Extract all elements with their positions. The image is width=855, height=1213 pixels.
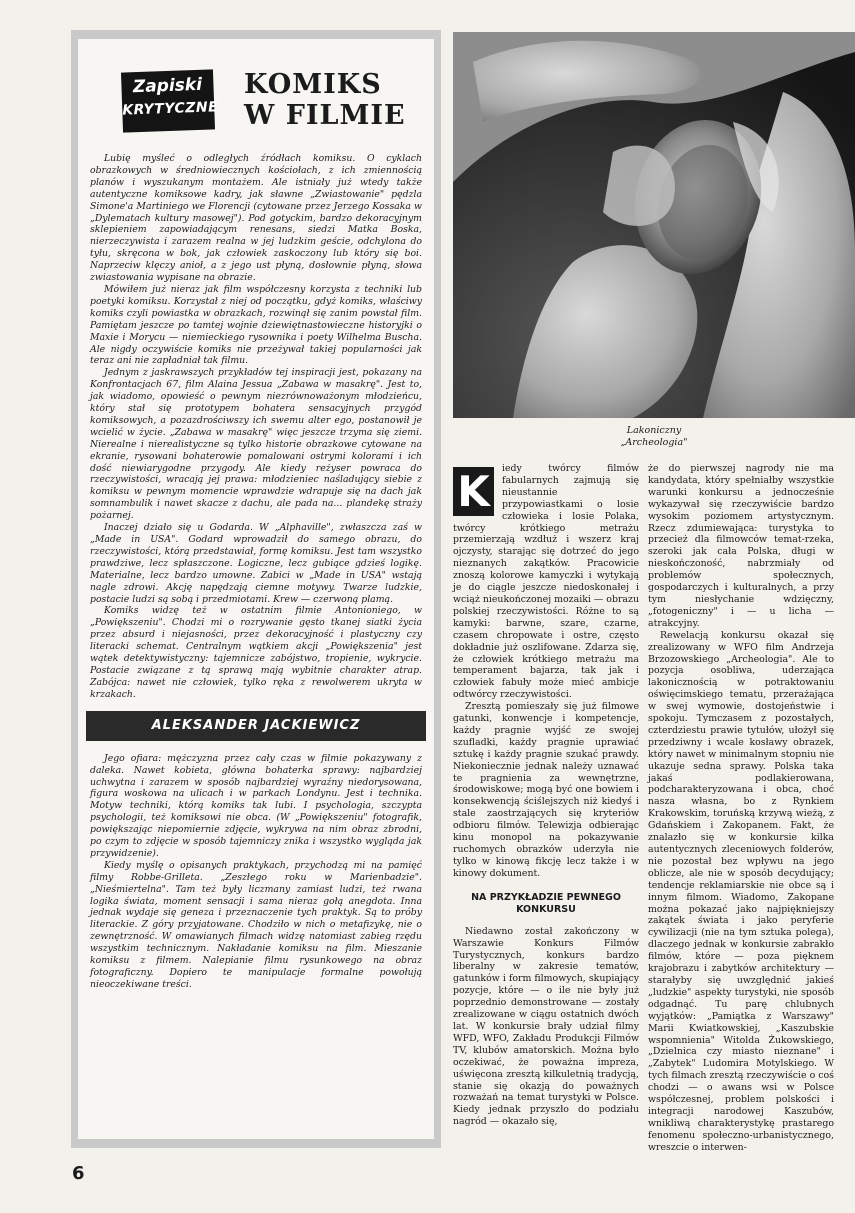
article-column-2 (648, 463, 834, 1154)
body-paragraph: Zresztą pomieszały się już filmowe gatunki, konwencje i kompetencje, każdy pragnie wyjść ze swojej szufladki, każdy pragnie uprawiać sztukę i każdy pragnie szukać prawdy. Niekoniecznie jednak należy uznawać te pragnienia za wewnętrzne, środowiskowe; mogą być one bowiem i konsekwencją ściślejszych niż kiedyś i stale zaostrzających się kryteriów odbioru filmów. Telewizja odbierając kinu monopol na pokazywanie ruchomych obrazków uderzyła nie tylko w kinową fikcję lecz także i w kinowy dokument. (453, 701, 639, 879)
essay-body (90, 153, 422, 991)
rubric-label (121, 69, 219, 132)
body-paragraph: Rewelacją konkursu okazał się zrealizowany w WFO film Andrzeja Brzozowskiego „Archeologia". Ale to pozycja osobliwa, uderzająca lakonicznością w potraktowaniu oświęcimskiego tematu, przerażająca w swej wymowie, dostojeństwie i spokoju. Tymczasem z pozostałych, czterdziestu prawie tytułów, ułożył się przedziwny i wcale kosławy obrazek, który nawet w minimalnym stopniu nie ukazuje sedna sprawy. Polska taka jakaś podlakierowana, podcharakteryzowana i obca, choć nasza własna, bo z Rynkiem Krakowskim, toruńską krzywą wieżą, z Gdańskiem i Zakopanem. Fakt, że znalazło się w konkursie kilka autentycznych zleceniowych folderów, nie pozostał bez wpływu na jego oblicze, ale nie w sposób decydujący; tendencje reklamiarskie nie obce są i innym filmom. Wiadomo, Zakopane można pokazać jako najpiękniejszy zakątek świata i jako peryferie cywilizacji (nie na tym sztuka polega), dlaczego jednak w konkursie zabrakło filmów, które — poza pięknem krajobrazu i zabytków architektury — starałyby się uwzględnić jakieś „ludzkie" aspekty turystyki, nie sposób odgadnąć. Tu parę chlubnych wyjątków: „Pamiątka z Warszawy" Marii Kwiatkowskiej, „Kaszubskie wspomnienia" Witolda Żukowskiego, „Dzielnica czy miasto nieznane" i „Zabytek" Ludomira Motylskiego. W tych filmach zresztą rzeczywiście o coś chodzi — o awans wsi w Polsce współczesnej, problem polskości i integracji narodowej Kaszubów, wnikliwą charakterystykę prastarego fenomenu społeczno-urbanistycznego, wreszcie o interwen- (648, 629, 834, 1153)
drop-cap: K (453, 467, 494, 516)
article-column-1 (453, 463, 639, 1128)
title-line-1: KOMIKS (244, 69, 382, 100)
essay-paragraph: Inaczej działo się u Godarda. W „Alphaville", zwłaszcza zaś w „Made in USA". Godard wprowadził do samego obrazu, do rzeczywistości, którą przedstawiał, formę komiksu. Jest tam wszystko prawdziwe, lecz spłaszczone. Logiczne, lecz gubiące gdzieś logikę. Materialne, lecz bardzo umowne. Zabici w „Made in USA" wstają nagle zdrowi. Akcję napędzają ciemne motywy. Twarze ludzkie, postacie ludzi są sobą i przedmiotami. Krew — czerwoną plamą. (90, 522, 422, 605)
author-byline: ALEKSANDER JACKIEWICZ (86, 711, 426, 741)
hand-holding-object-photo (453, 32, 855, 418)
essay-paragraph: Komiks widzę też w ostatnim filmie Antonioniego, w „Powiększeniu". Chodzi mi o rozrywanie gęsto tkanej siatki życia przez absurd i niejasności, przez dekoracyjność i plastyczny czy literacki schemat. Centralnym wątkiem akcji „Powiększenia" jest wątek detektywistyczny: tajemnicze zabójstwo, tropienie, wykrycie. Postacie związane z tą sprawą mają wybitnie charakter atrap. Zabójca: nawet nie człowiek, tylko ręka z rewolwerem ukryta w krzakach. (90, 605, 422, 700)
article-title (244, 69, 424, 131)
essay-paragraph: Lubię myśleć o odległych źródłach komiksu. O cyklach obrazkowych w średniowiecznych kościołach, z ich zmiennością planów i wyszukanym montażem. Ale istniały już wtedy także autentyczne komiksowe kadry, jak sławne „Zwiastowanie" pędzla Simone'a Martiniego we Florencji (cytowane przez Jerzego Kossaka w „Dylematach kultury masowej"). Pod gotyckim, bardzo dekoracyjnym sklepieniem zapowiadającym renesans, siedzi Matka Boska, nierzeczywista i zarazem realna w jej ludzkim geście, odchylona do tyłu, skręcona w bok, jak człowiek zaskoczony lub który się boi. Naprzeciw klęczy anioł, a z jego ust płyną, dosłownie płyną, słowa zwiastowania wypisane na obrazie. (90, 153, 422, 284)
rubric-line-2: KRYTYCZNE (122, 99, 219, 119)
critical-notes-inner (78, 39, 434, 1139)
title-line-2: W FILMIE (244, 100, 406, 131)
archeologia-film-still (453, 32, 855, 418)
photo-caption (453, 425, 855, 449)
section-subheading: NA PRZYKŁADZIE PEWNEGO KONKURSU (471, 891, 621, 915)
page-number: 6 (72, 1163, 85, 1184)
article-head (90, 49, 422, 129)
essay-paragraph: Mówiłem już nieraz jak film współczesny korzysta z techniki lub poetyki komiksu. Korzystał z niej od początku, gdyż komiks, właściwy komiks czyli powiastka w obrazkach, rozwinął się zanim powstał film. Pamiętam jeszcze po tamtej wojnie dziewiętnastowieczne historyjki o Maxie i Morycu — niemieckiego rysownika i poety Wilhelma Buscha. Ale nigdy oczywiście komiks nie przeżywał takiej popularności jak teraz ani nie zapładniał tak filmu. (90, 283, 422, 367)
essay-paragraph: Jego ofiara: mężczyzna przez cały czas w filmie pokazywany z daleka. Nawet kobieta, główna bohaterka sprawy: najbardziej uchwytna i zarazem w sposób najbardziej wyraźny niedorysowana, figura woskowa na ulicach i w parkach Londynu. Jest i technika. Motyw techniki, którą komiks tak lubi. I psychologia, szczypta psychologii, też komiksowi nie obca. (W „Powiększeniu" fotografik, powiększając niepomiernie zdjęcie, wykrywa na nim obraz zbrodni, po czym to zdjęcie w sposób tajemniczy znika i wszystko wygląda jak przywidzenie). (90, 752, 422, 859)
essay-paragraph: Jednym z jaskrawszych przykładów tej inspiracji jest, pokazany na Konfrontacjach 67, film Alaina Jessua „Zabawa w masakrę". Jest to, jak wiadomo, opowieść o pewnym niezrównoważonym młodzieńcu, który stał się prototypem bohatera sensacyjnych przygód komiksowych, a pozazdrościwszy ich swemu alter ego, postanowił je wcielić w życie. „Zabawa w masakrę" więc jeszcze trzyma się ziemi. Nierealne i nierealistyczne są tylko historie obrazkowe cytowane na ekranie, rysowani bohaterowie pomalowani ostrymi kolorami i ich dość niewiarygodne przygody. Ale kiedy reżyser powraca do rzeczywistości, wracają jej prawa: młodzieniec naśladujący siebie z komiksu w pewnym momencie wprawdzie wdrapuje się na dach jak somnambulik i nawet skacze z dachu, ale pada na... plandekę straży pożarnej. (90, 367, 422, 522)
essay-paragraph: Kiedy myślę o opisanych praktykach, przychodzą mi na pamięć filmy Robbe-Grilleta. „Zeszłego roku w Marienbadzie". „Nieśmiertelna". Tam też były liczmany zamiast ludzi, też rwana logika świata, moment sensacji i sama nieraz gołą anegdota. Inna jednak wydaje się geneza i przeznaczenie tych praktyk. Są to próby literackie. Z góry przyjatowane. Chodziło w nich o metafizykę, nie o zewnętrzność. W omawianych filmach widzę natomiast zabieg rzędu wszystkim technicznym. Nakładanie komiksu na film. Mieszanie komiksu z filmem. Nalepianie filmu rysunkowego na obraz fotograficzny. Dopiero te manipulacje formalne powołują nieoczekiwane treści. (90, 859, 422, 990)
caption-line-1: Lakoniczny (626, 425, 682, 436)
body-paragraph: że do pierwszej nagrody nie ma kandydata, który spełniałby wszystkie warunki konkursu a jednocześnie wykazywał się rzeczywiście bardzo wysokim poziomem artystycznym. Rzecz zdumiewająca: turystyka to przecież dla filmowców temat-rzeka, szeroki jak cała Polska, długi w nieskończoność, nabrzmiały od problemów społecznych, gospodarczych i kulturalnych, a przy tym niesłychanie wdzięczny, „fotogeniczny" i — u licha — atrakcyjny. (648, 463, 834, 629)
lead-paragraph: iedy twórcy filmów fabularnych zajmują się nieustannie przypowiastkami o losie człowieka i losie Polaka, twórcy krótkiego metrażu przemierzają wzdłuż i wszerz kraj ojczysty, starając się dotrzeć do jego nieznanych zakątków. Pracowicie znoszą kolorowe kamyczki i wytykają je do ciągle jeszcze niedoskonałej i wciąż nieukończonej mozaiki — obrazu polskiej rzeczywistości. Różne to są kamyki: barwne, szare, czarne, czasem chropowate i ostre, często dokładnie już oszlifowane. Zdarza się, że człowiek krótkiego metrażu ma temperament bajarza, tak jak i człowiek fabuły może mieć ambicje odtwórcy rzeczywistości. (453, 463, 639, 701)
body-paragraph: Niedawno został zakończony w Warszawie Konkurs Filmów Turystycznych, konkurs bardzo liberalny w zakresie tematów, gatunków i form filmowych, skupiający pozycje, które — o ile nie były już poprzednio demonstrowane — zostały zrealizowane w ciągu ostatnich dwóch lat. W konkursie brały udział filmy WFD, WFO, Zakładu Produkcji Filmów TV, klubów amatorskich. Można było oczekiwać, że poważna impreza, uświęcona zresztą kilkuletnią tradycją, stanie się okazją do poważnych rozważań na temat turystyki w Polsce. Kiedy jednak przyszło do podziału nagród — okazało się, (453, 925, 639, 1128)
caption-line-2: „Archeologia" (620, 437, 688, 448)
rubric-line-1: Zapiski (132, 74, 203, 98)
critical-notes-box (71, 30, 441, 1148)
